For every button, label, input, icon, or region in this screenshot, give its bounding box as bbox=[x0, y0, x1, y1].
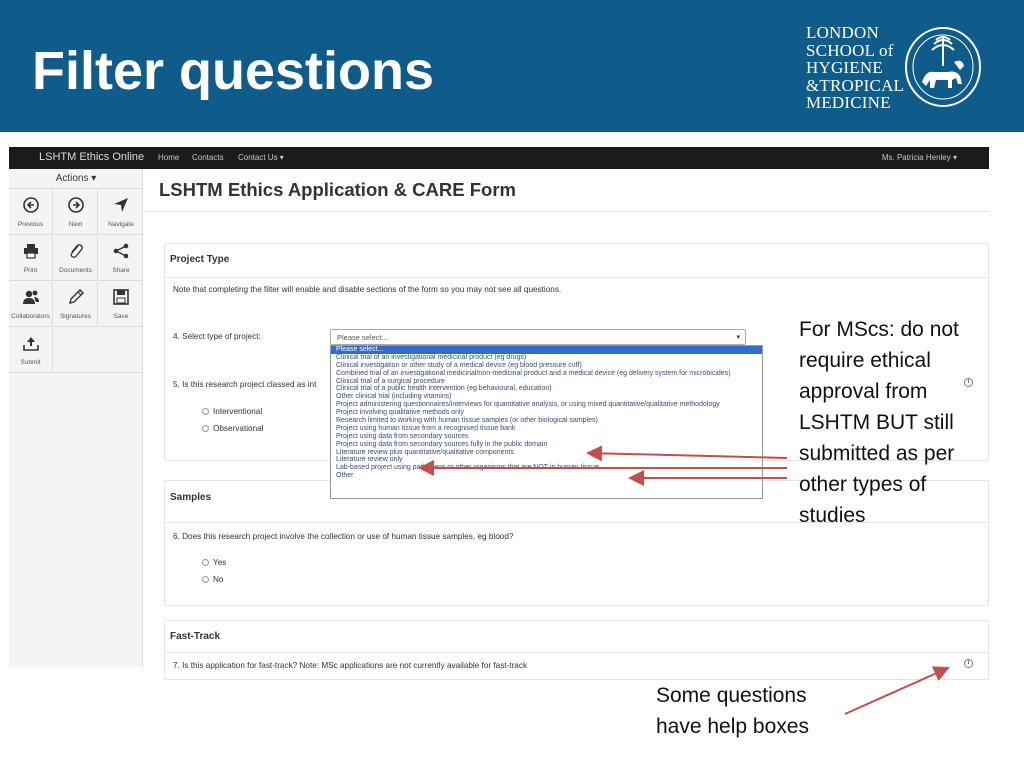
radio-circle bbox=[202, 559, 209, 566]
submit-label: Submit bbox=[20, 359, 41, 366]
documents-label: Documents bbox=[59, 267, 92, 274]
users-icon bbox=[22, 289, 40, 305]
project-type-select[interactable] bbox=[330, 329, 746, 345]
arrow-left-circle-icon bbox=[23, 197, 39, 213]
dropdown-option[interactable]: Lab-based project using pathogens or other organisms that are NOT in human tissue bbox=[336, 464, 599, 472]
upload-tray-icon bbox=[23, 335, 39, 351]
dropdown-option[interactable]: Project using data from secondary sources fully in the public domain bbox=[336, 440, 548, 448]
slide-header bbox=[0, 0, 1024, 132]
floppy-disk-icon bbox=[113, 289, 129, 305]
dropdown-option[interactable]: Project using data from secondary sources bbox=[336, 432, 469, 440]
dropdown-option[interactable]: Project using human tissue from a recognised tissue bank bbox=[336, 424, 516, 432]
q7-label: 7. Is this application for fast-track? Note: MSc applications are not currently available for fast-track bbox=[173, 661, 528, 670]
paperclip-icon bbox=[68, 243, 84, 259]
dropdown-option[interactable]: Research limited to working with human tissue samples (or other biological samples) bbox=[336, 417, 598, 425]
q6-label: 6. Does this research project involve the collection or use of human tissue samples, eg blood? bbox=[173, 532, 514, 541]
dropdown-option[interactable]: Clinical trial of an investigational medicinal product (eg drugs) bbox=[336, 353, 527, 361]
dropdown-option[interactable]: Clinical investigation or other study of a medical device (eg blood pressure cuff) bbox=[336, 361, 582, 369]
submit-button[interactable] bbox=[9, 328, 53, 373]
navigation-arrow-icon bbox=[113, 197, 129, 213]
dropdown-option[interactable]: Literature review plus quantitative/qualitative components bbox=[336, 448, 514, 456]
title-divider bbox=[143, 211, 989, 212]
project-type-heading: Project Type bbox=[165, 244, 988, 278]
signatures-button[interactable] bbox=[54, 282, 98, 327]
slide-title: Filter questions bbox=[32, 41, 435, 101]
dropdown-option[interactable]: Other clinical trial (including vitamins) bbox=[336, 393, 452, 401]
project-type-dropdown-list[interactable] bbox=[330, 345, 763, 499]
help-info-icon[interactable]: i bbox=[964, 659, 973, 668]
fast-track-heading: Fast-Track bbox=[165, 621, 988, 653]
dropdown-option[interactable]: Project involving qualitative methods only bbox=[336, 409, 465, 417]
nav-link-home[interactable]: Home bbox=[158, 153, 180, 162]
samples-heading: Samples bbox=[165, 481, 988, 523]
save-button[interactable] bbox=[99, 282, 143, 327]
radio-circle bbox=[202, 576, 209, 583]
filter-note: Note that completing the filter will enable and disable sections of the form so you may not see all questions. bbox=[173, 285, 562, 294]
radio-interventional[interactable]: Interventional bbox=[202, 407, 262, 416]
next-label: Next bbox=[68, 221, 83, 228]
lshtm-logo bbox=[806, 24, 996, 112]
pencil-icon bbox=[68, 289, 84, 305]
share-button[interactable] bbox=[99, 236, 143, 281]
nav-link-contacts[interactable]: Contacts bbox=[192, 153, 224, 162]
fast-track-panel bbox=[164, 620, 989, 680]
print-button[interactable] bbox=[9, 236, 53, 281]
previous-button[interactable] bbox=[9, 190, 53, 235]
help-info-icon[interactable]: i bbox=[964, 378, 973, 387]
navigate-button[interactable] bbox=[99, 190, 143, 235]
radio-circle bbox=[202, 408, 209, 415]
radio-no[interactable]: No bbox=[202, 575, 223, 584]
sidebar-empty-cell bbox=[54, 328, 143, 373]
radio-yes[interactable]: Yes bbox=[202, 558, 226, 567]
select-value: Please select... bbox=[337, 333, 388, 342]
arrow-right-circle-icon bbox=[68, 197, 84, 213]
share-icon bbox=[113, 243, 129, 259]
dropdown-option[interactable]: Clinical trial of a surgical procedure bbox=[336, 377, 445, 385]
q4-label: 4. Select type of project: bbox=[173, 332, 261, 341]
logo-wordmark: LONDON SCHOOL of HYGIENE &TROPICAL MEDICINE bbox=[806, 23, 905, 112]
collaborators-label: Collaborators bbox=[11, 313, 50, 320]
save-label: Save bbox=[113, 313, 129, 320]
caret-down-icon: ▾ bbox=[736, 334, 740, 341]
msc-annotation: For MScs: do not require ethical approval from LSHTM BUT still submitted as per other types of studies bbox=[799, 318, 959, 527]
dropdown-option[interactable]: Other bbox=[336, 472, 354, 480]
navigate-label: Navigate bbox=[108, 221, 134, 228]
dropdown-option[interactable]: Combined trial of an investigational medicinal/non-medicinal product and a medical device (eg delivery system for microbicides) bbox=[336, 369, 731, 377]
print-label: Print bbox=[23, 267, 38, 274]
next-button[interactable] bbox=[54, 190, 98, 235]
dropdown-option[interactable]: Literature review only bbox=[336, 456, 403, 464]
signatures-label: Signatures bbox=[59, 313, 92, 320]
user-menu[interactable]: Ms. Patricia Henley ▾ bbox=[881, 153, 957, 162]
dropdown-option[interactable]: Project administering questionnaires/interviews for quantitative analysis, or using mixed quantitative/qualitative methodology bbox=[336, 401, 720, 409]
share-label: Share bbox=[112, 267, 130, 274]
top-navbar bbox=[9, 147, 989, 169]
app-brand[interactable]: LSHTM Ethics Online bbox=[39, 151, 145, 163]
previous-label: Previous bbox=[17, 221, 44, 228]
printer-icon bbox=[23, 243, 39, 259]
actions-sidebar bbox=[9, 169, 143, 667]
radio-circle bbox=[202, 425, 209, 432]
actions-dropdown[interactable]: Actions ▾ bbox=[9, 169, 143, 189]
dropdown-option[interactable]: Please select... bbox=[331, 346, 762, 354]
q5-label: 5. Is this research project classed as int bbox=[173, 380, 317, 389]
documents-button[interactable] bbox=[54, 236, 98, 281]
dropdown-option[interactable]: Clinical trial of a public health intervention (eg behavioural, education) bbox=[336, 385, 552, 393]
help-annotation: Some questions have help boxes bbox=[656, 684, 809, 738]
form-title: LSHTM Ethics Application & CARE Form bbox=[159, 179, 516, 200]
collaborators-button[interactable] bbox=[9, 282, 53, 327]
nav-link-contact-us[interactable]: Contact Us ▾ bbox=[238, 153, 284, 162]
radio-observational[interactable]: Observational bbox=[202, 424, 264, 433]
logo-crest-icon bbox=[904, 26, 982, 108]
